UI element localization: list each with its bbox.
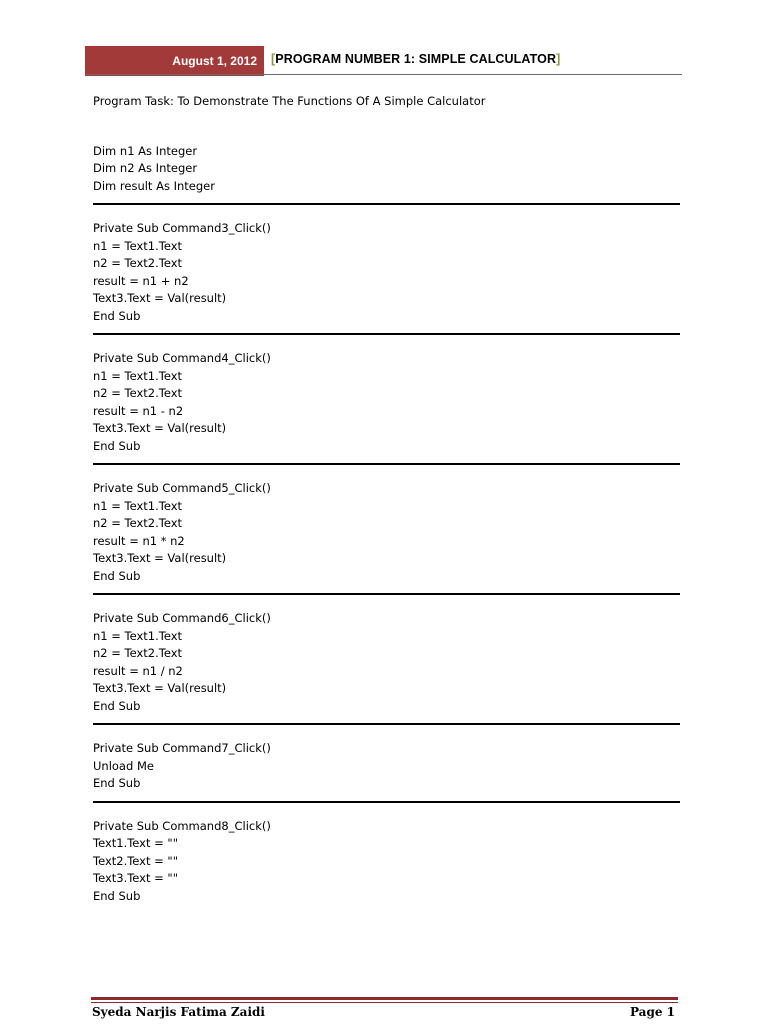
header-date-banner	[85, 46, 264, 76]
section-divider	[93, 463, 680, 465]
header-date: August 1, 2012	[172, 54, 257, 68]
document-title: PROGRAM NUMBER 1: SIMPLE CALCULATOR	[275, 52, 557, 66]
close-bracket: ]	[556, 52, 561, 66]
code-line: Private Sub Command6_Click()	[93, 611, 271, 625]
code-line: End Sub	[93, 776, 141, 790]
footer-divider	[91, 997, 678, 1000]
code-line: End Sub	[93, 888, 141, 903]
code-line: Text3.Text = Val(result)	[93, 421, 227, 435]
code-line: Text3.Text = ""	[93, 871, 179, 885]
code-line: n1 = Text1.Text	[93, 238, 183, 253]
code-line: Text2.Text = ""	[93, 853, 179, 868]
code-line: Text3.Text = Val(result)	[93, 551, 227, 565]
code-line: Private Sub Command3_Click()	[93, 221, 271, 235]
code-line: End Sub	[93, 698, 141, 713]
code-line: Dim n1 As Integer	[93, 143, 198, 158]
code-line: result = n1 / n2	[93, 663, 183, 678]
page-number: Page 1	[629, 1005, 675, 1019]
code-line: n2 = Text2.Text	[93, 516, 183, 530]
sub-command4-block	[93, 350, 678, 455]
code-line: Private Sub Command5_Click()	[93, 481, 271, 495]
code-line: n1 = Text1.Text	[93, 368, 183, 383]
section-divider	[93, 801, 680, 803]
code-line: End Sub	[93, 438, 141, 453]
code-line: n1 = Text1.Text	[93, 498, 183, 513]
code-line: result = n1 * n2	[93, 533, 185, 548]
sub-command7-block	[93, 740, 678, 793]
declarations-block	[93, 143, 678, 196]
sub-command5-block	[93, 480, 678, 585]
code-line: n1 = Text1.Text	[93, 628, 183, 643]
footer-author: Syeda Narjis Fatima Zaidi	[92, 1005, 265, 1019]
code-line: Unload Me	[93, 758, 154, 773]
code-line: n2 = Text2.Text	[93, 256, 183, 270]
header-divider	[85, 74, 682, 75]
document-body	[93, 93, 678, 905]
code-line: n2 = Text2.Text	[93, 386, 183, 400]
code-line: End Sub	[93, 308, 141, 323]
section-divider	[93, 203, 680, 205]
code-line: Private Sub Command7_Click()	[93, 741, 271, 755]
code-line: result = n1 - n2	[93, 403, 184, 418]
code-line: End Sub	[93, 568, 141, 583]
section-divider	[93, 593, 680, 595]
code-line: result = n1 + n2	[93, 273, 189, 288]
code-line: Private Sub Command8_Click()	[93, 818, 271, 833]
open-bracket: [	[271, 52, 276, 66]
code-line: n2 = Text2.Text	[93, 646, 183, 660]
code-line: Dim result As Integer	[93, 178, 215, 193]
program-task: Program Task: To Demonstrate The Functions Of A Simple Calculator	[93, 94, 486, 108]
sub-command3-block	[93, 220, 678, 325]
sub-command6-block	[93, 610, 678, 715]
code-line: Private Sub Command4_Click()	[93, 351, 271, 365]
sub-command8-block	[93, 818, 678, 906]
code-line: Text1.Text = ""	[93, 836, 179, 850]
footer-divider-thin	[91, 1002, 678, 1003]
code-line: Text3.Text = Val(result)	[93, 681, 227, 695]
section-divider	[93, 333, 680, 335]
header-title	[271, 52, 560, 70]
section-divider	[93, 723, 680, 725]
code-line: Dim n2 As Integer	[93, 161, 198, 175]
code-line: Text3.Text = Val(result)	[93, 291, 227, 305]
